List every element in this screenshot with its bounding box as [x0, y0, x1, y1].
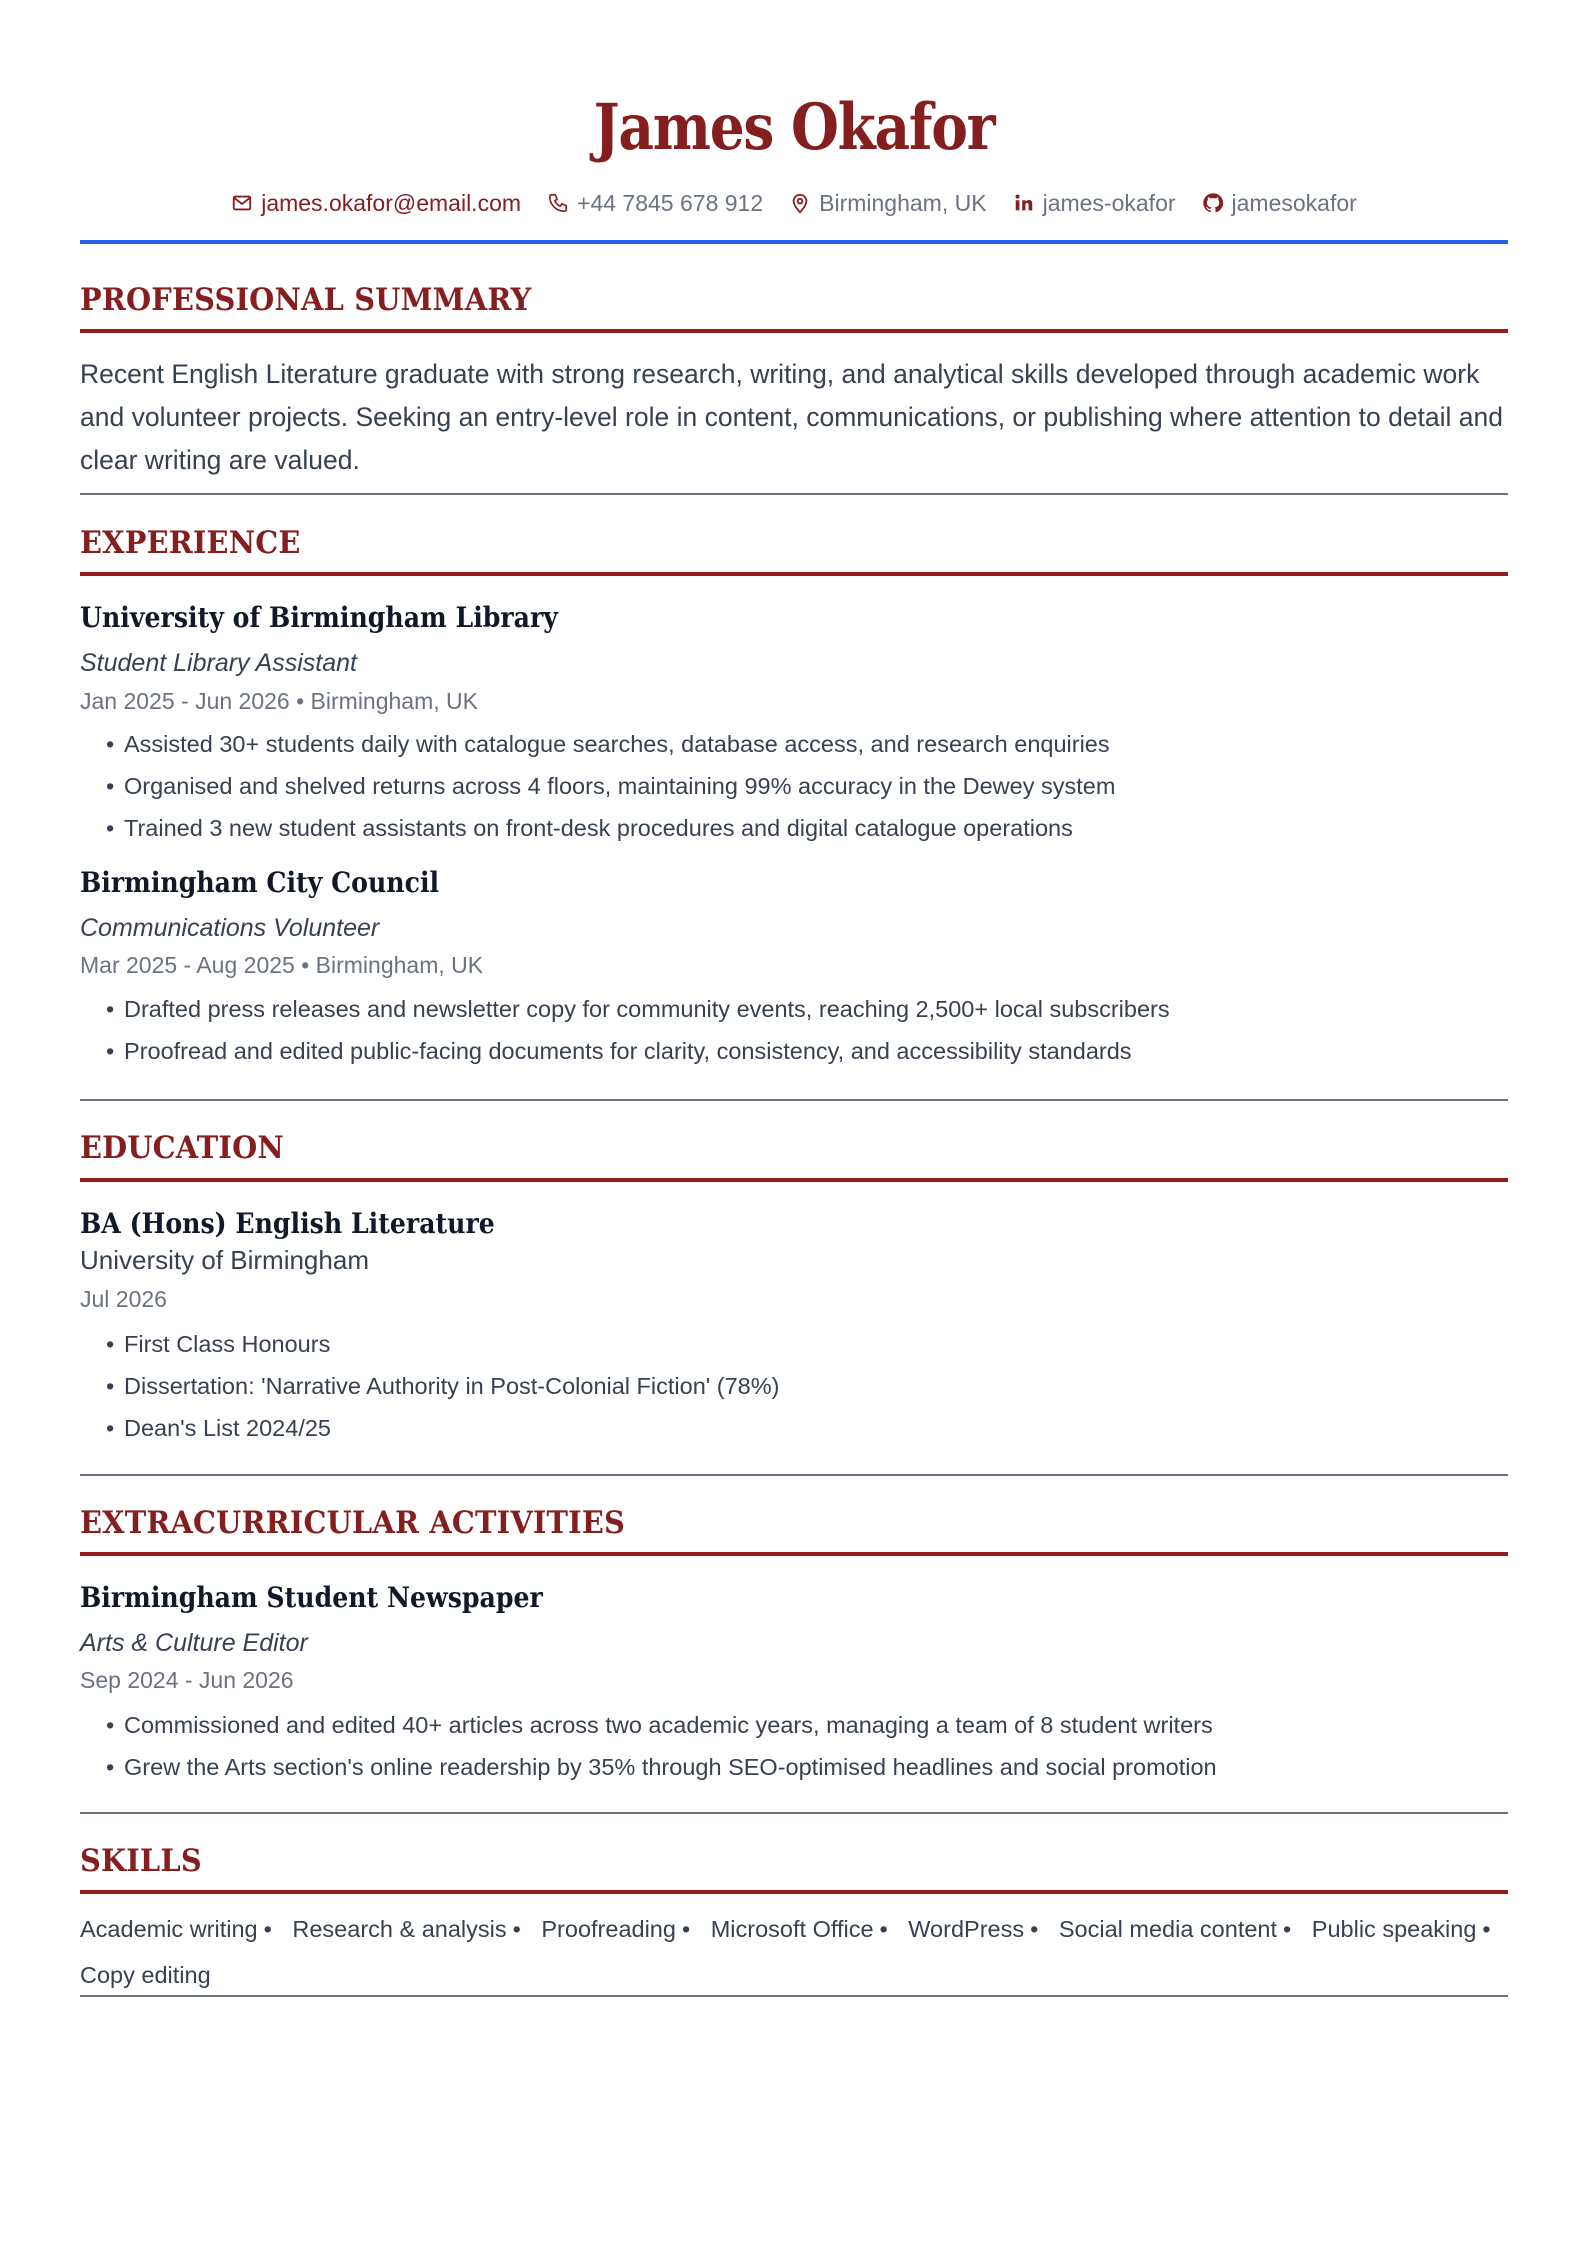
skill-separator: •	[512, 1916, 521, 1942]
summary-text	[80, 353, 1508, 482]
github-icon	[1202, 192, 1224, 214]
job-bullet: • Organised and shelved returns across 4 floors, maintaining 99% accuracy in the Dewey system	[106, 773, 1116, 799]
section-divider	[80, 1995, 1508, 1997]
phone-text: +44 7845 678 912	[577, 189, 764, 216]
job-bullet: • Assisted 30+ students daily with catalogue searches, database access, and research enquiries	[106, 731, 1110, 757]
linkedin-text: james-okafor	[1042, 189, 1176, 216]
section-title-summary: PROFESSIONAL SUMMARY	[80, 282, 532, 318]
contact-location	[789, 190, 986, 217]
organisation-name: Birmingham Student Newspaper	[80, 1581, 543, 1614]
job-meta: Mar 2025 - Aug 2025 • Birmingham, UK	[80, 952, 484, 978]
contact-phone[interactable]	[547, 190, 763, 217]
section-title-extracurricular: EXTRACURRICULAR ACTIVITIES	[80, 1505, 626, 1541]
mail-icon	[231, 192, 253, 214]
email-text: james.okafor@email.com	[261, 189, 522, 216]
job-bullet: • Trained 3 new student assistants on front-desk procedures and digital catalogue operations	[106, 815, 1073, 841]
section-title-experience: EXPERIENCE	[80, 525, 301, 561]
section-rule-extracurricular	[80, 1552, 1508, 1556]
section-rule-education	[80, 1178, 1508, 1182]
job-role: Communications Volunteer	[80, 914, 380, 942]
section-rule-summary	[80, 329, 1508, 333]
map-pin-icon	[789, 192, 811, 214]
section-divider	[80, 1474, 1508, 1476]
skill-separator: •	[263, 1916, 272, 1942]
skill-separator: •	[879, 1916, 888, 1942]
job-bullet: • Proofread and edited public-facing documents for clarity, consistency, and accessibility standards	[106, 1038, 1132, 1064]
institution-name: University of Birmingham	[80, 1245, 369, 1275]
education-bullet: • Dean's List 2024/25	[106, 1415, 331, 1441]
skill-separator: •	[681, 1916, 691, 1942]
education-bullet: • Dissertation: 'Narrative Authority in Post-Colonial Fiction' (78%)	[106, 1373, 780, 1399]
skills-list	[80, 1906, 1508, 1998]
skill-separator: •	[1283, 1916, 1292, 1942]
phone-icon	[547, 192, 569, 214]
github-text: jamesokafor	[1231, 189, 1357, 216]
degree-name: BA (Hons) English Literature	[80, 1207, 495, 1240]
header-divider	[80, 240, 1508, 244]
contact-bar	[80, 186, 1508, 220]
skill-item: Copy editing	[80, 1962, 211, 1988]
job-role: Student Library Assistant	[80, 649, 357, 677]
company-name: University of Birmingham Library	[80, 601, 558, 634]
job-bullet: • Drafted press releases and newsletter copy for community events, reaching 2,500+ local subscribers	[106, 996, 1170, 1022]
section-rule-experience	[80, 572, 1508, 576]
skill-item: Proofreading	[541, 1916, 676, 1942]
section-divider	[80, 1812, 1508, 1814]
skill-separator: •	[1030, 1916, 1039, 1942]
candidate-name: James Okafor	[593, 90, 995, 165]
contact-github[interactable]	[1202, 190, 1357, 217]
location-text: Birmingham, UK	[819, 189, 987, 216]
section-title-education: EDUCATION	[80, 1130, 284, 1166]
activity-bullet: • Grew the Arts section's online readership by 35% through SEO-optimised headlines and social promotion	[106, 1754, 1217, 1780]
education-bullet: • First Class Honours	[106, 1331, 331, 1357]
summary-line: Recent English Literature graduate with strong research, writing, and analytical skills developed through academic work	[80, 359, 1480, 389]
activity-role: Arts & Culture Editor	[80, 1629, 308, 1657]
section-rule-skills	[80, 1890, 1508, 1894]
activity-bullet: • Commissioned and edited 40+ articles across two academic years, managing a team of 8 student writers	[106, 1712, 1213, 1738]
company-name: Birmingham City Council	[80, 866, 440, 899]
job-meta: Jan 2025 - Jun 2026 • Birmingham, UK	[80, 688, 478, 714]
section-divider	[80, 1099, 1508, 1101]
skill-item: WordPress	[908, 1916, 1025, 1942]
education-date: Jul 2026	[80, 1286, 167, 1312]
summary-line: and volunteer projects. Seeking an entry-level role in content, communications, or publishing where attention to detail and	[80, 402, 1504, 432]
skill-item: Academic writing	[80, 1916, 258, 1942]
skill-item: Social media content	[1058, 1916, 1278, 1942]
contact-linkedin[interactable]	[1013, 190, 1176, 217]
section-title-skills: SKILLS	[80, 1843, 202, 1879]
skill-item: Microsoft Office	[710, 1916, 874, 1942]
skill-separator: •	[1482, 1916, 1491, 1942]
skill-item: Research & analysis	[292, 1916, 507, 1942]
contact-email[interactable]	[231, 190, 521, 217]
skill-item: Public speaking	[1311, 1916, 1477, 1942]
activity-meta: Sep 2024 - Jun 2026	[80, 1667, 294, 1693]
section-divider	[80, 493, 1508, 495]
linkedin-icon	[1013, 192, 1035, 214]
summary-line: clear writing are valued.	[80, 445, 360, 475]
